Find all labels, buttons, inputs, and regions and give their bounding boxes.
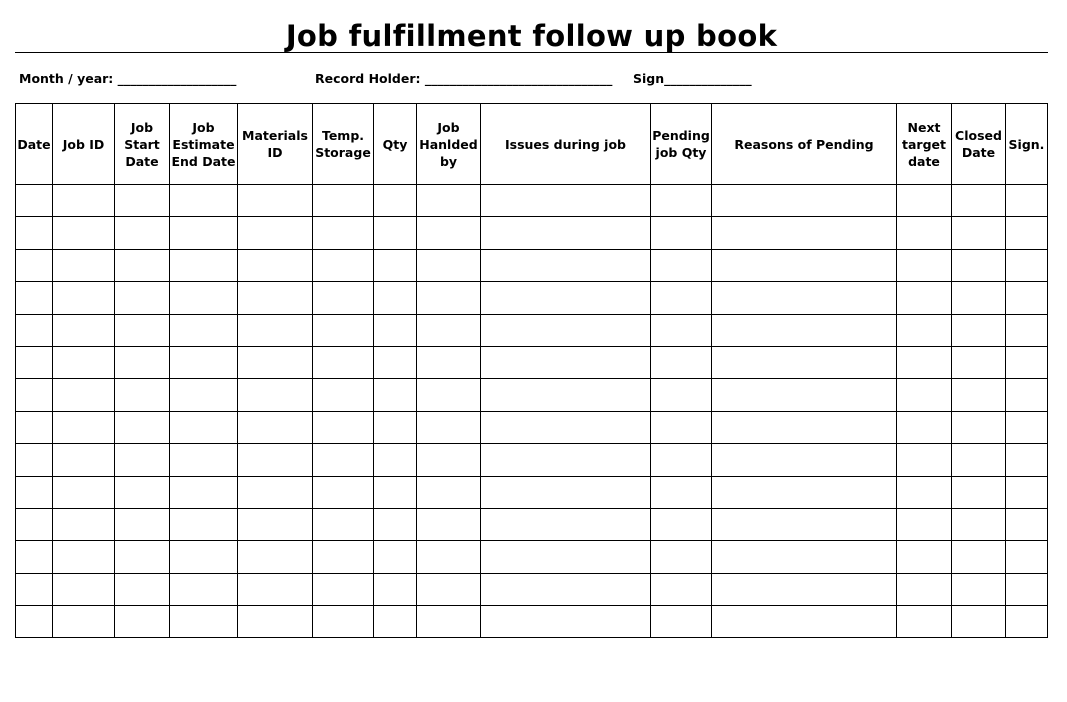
table-cell-job-id	[53, 185, 115, 217]
table-cell-job-id	[53, 606, 115, 638]
table-cell-sign	[1006, 185, 1048, 217]
table-header-row	[16, 104, 1048, 185]
table-cell-temp-storage	[313, 314, 374, 346]
table-cell-job-start-date	[115, 444, 170, 476]
table-cell-issues-during-job	[481, 346, 651, 378]
table-cell-date	[16, 606, 53, 638]
table-row	[16, 606, 1048, 638]
table-cell-job-start-date	[115, 185, 170, 217]
table-row	[16, 476, 1048, 508]
table-cell-job-id	[53, 217, 115, 249]
table-cell-issues-during-job	[481, 476, 651, 508]
table-cell-job-id	[53, 444, 115, 476]
column-header-materials-id: Materials ID	[238, 104, 313, 185]
table-cell-job-id	[53, 476, 115, 508]
column-header-pending-job-qty: Pending job Qty	[651, 104, 712, 185]
table-cell-job-start-date	[115, 411, 170, 443]
table-body	[16, 185, 1048, 638]
table-cell-job-handled-by	[417, 476, 481, 508]
table-cell-sign	[1006, 508, 1048, 540]
table-cell-materials-id	[238, 217, 313, 249]
table-cell-qty	[374, 573, 417, 605]
table-cell-issues-during-job	[481, 444, 651, 476]
table-cell-date	[16, 217, 53, 249]
table-cell-job-handled-by	[417, 217, 481, 249]
table-cell-reasons-of-pending	[712, 379, 897, 411]
table-cell-materials-id	[238, 606, 313, 638]
table-row	[16, 282, 1048, 314]
table-cell-job-estimate-end-date	[170, 217, 238, 249]
table-cell-closed-date	[952, 314, 1006, 346]
table-cell-reasons-of-pending	[712, 444, 897, 476]
table-cell-materials-id	[238, 314, 313, 346]
table-cell-materials-id	[238, 444, 313, 476]
table-cell-closed-date	[952, 606, 1006, 638]
table-cell-closed-date	[952, 476, 1006, 508]
table-cell-temp-storage	[313, 411, 374, 443]
table-cell-reasons-of-pending	[712, 282, 897, 314]
table-cell-job-id	[53, 379, 115, 411]
table-cell-closed-date	[952, 573, 1006, 605]
table-cell-job-handled-by	[417, 411, 481, 443]
record-holder-field: Record Holder: ______________________________	[315, 71, 613, 86]
table-cell-sign	[1006, 249, 1048, 281]
column-header-job-id: Job ID	[53, 104, 115, 185]
table-cell-qty	[374, 314, 417, 346]
column-header-job-handled-by: Job Hanlded by	[417, 104, 481, 185]
table-cell-pending-job-qty	[651, 185, 712, 217]
table-cell-temp-storage	[313, 185, 374, 217]
table-cell-date	[16, 573, 53, 605]
table-cell-job-estimate-end-date	[170, 314, 238, 346]
table-cell-temp-storage	[313, 249, 374, 281]
table-row	[16, 508, 1048, 540]
table-cell-reasons-of-pending	[712, 314, 897, 346]
table-cell-issues-during-job	[481, 411, 651, 443]
job-follow-up-table	[15, 103, 1048, 638]
table-cell-temp-storage	[313, 541, 374, 573]
table-cell-next-target-date	[897, 282, 952, 314]
table-cell-sign	[1006, 444, 1048, 476]
column-header-job-estimate-end-date: Job Estimate End Date	[170, 104, 238, 185]
table-cell-job-handled-by	[417, 249, 481, 281]
table-cell-temp-storage	[313, 444, 374, 476]
table-cell-sign	[1006, 346, 1048, 378]
table-cell-next-target-date	[897, 476, 952, 508]
table-cell-materials-id	[238, 541, 313, 573]
table-cell-job-start-date	[115, 282, 170, 314]
table-cell-temp-storage	[313, 217, 374, 249]
table-cell-job-id	[53, 411, 115, 443]
table-row	[16, 573, 1048, 605]
table-cell-pending-job-qty	[651, 541, 712, 573]
table-cell-job-id	[53, 573, 115, 605]
column-header-issues-during-job: Issues during job	[481, 104, 651, 185]
table-cell-job-start-date	[115, 379, 170, 411]
table-cell-next-target-date	[897, 217, 952, 249]
table-row	[16, 541, 1048, 573]
table-cell-job-estimate-end-date	[170, 249, 238, 281]
table-cell-materials-id	[238, 249, 313, 281]
table-cell-sign	[1006, 314, 1048, 346]
table-cell-job-estimate-end-date	[170, 379, 238, 411]
table-cell-job-handled-by	[417, 606, 481, 638]
table-cell-job-start-date	[115, 217, 170, 249]
table-cell-temp-storage	[313, 346, 374, 378]
table-cell-sign	[1006, 606, 1048, 638]
table-row	[16, 346, 1048, 378]
table-cell-job-handled-by	[417, 185, 481, 217]
table-cell-temp-storage	[313, 606, 374, 638]
column-header-closed-date: Closed Date	[952, 104, 1006, 185]
table-cell-issues-during-job	[481, 314, 651, 346]
month-year-field: Month / year: ___________________	[19, 71, 237, 86]
table-cell-qty	[374, 185, 417, 217]
table-cell-date	[16, 444, 53, 476]
table-cell-job-estimate-end-date	[170, 573, 238, 605]
column-header-temp-storage: Temp. Storage	[313, 104, 374, 185]
table-cell-issues-during-job	[481, 185, 651, 217]
table-cell-next-target-date	[897, 314, 952, 346]
table-cell-date	[16, 314, 53, 346]
table-cell-job-id	[53, 282, 115, 314]
table-cell-sign	[1006, 379, 1048, 411]
table-cell-temp-storage	[313, 573, 374, 605]
table-cell-job-handled-by	[417, 573, 481, 605]
table-cell-job-start-date	[115, 476, 170, 508]
table-row	[16, 444, 1048, 476]
table-cell-sign	[1006, 411, 1048, 443]
table-cell-issues-during-job	[481, 508, 651, 540]
table-cell-job-estimate-end-date	[170, 476, 238, 508]
table-cell-job-handled-by	[417, 508, 481, 540]
column-header-job-start-date: Job Start Date	[115, 104, 170, 185]
table-cell-sign	[1006, 282, 1048, 314]
page-title: Job fulfillment follow up book	[285, 19, 778, 53]
table-cell-qty	[374, 379, 417, 411]
table-cell-issues-during-job	[481, 249, 651, 281]
table-cell-temp-storage	[313, 508, 374, 540]
table-cell-issues-during-job	[481, 573, 651, 605]
table-cell-next-target-date	[897, 379, 952, 411]
column-header-reasons-of-pending: Reasons of Pending	[712, 104, 897, 185]
table-cell-closed-date	[952, 346, 1006, 378]
table-cell-materials-id	[238, 379, 313, 411]
table-cell-reasons-of-pending	[712, 346, 897, 378]
table-row	[16, 185, 1048, 217]
table-cell-issues-during-job	[481, 606, 651, 638]
table-cell-issues-during-job	[481, 217, 651, 249]
table-cell-reasons-of-pending	[712, 606, 897, 638]
table-cell-next-target-date	[897, 541, 952, 573]
table-cell-job-estimate-end-date	[170, 185, 238, 217]
table-cell-qty	[374, 217, 417, 249]
table-cell-pending-job-qty	[651, 444, 712, 476]
table-cell-qty	[374, 282, 417, 314]
table-cell-sign	[1006, 476, 1048, 508]
table-cell-job-estimate-end-date	[170, 606, 238, 638]
table-cell-closed-date	[952, 185, 1006, 217]
table-cell-qty	[374, 606, 417, 638]
table-cell-next-target-date	[897, 606, 952, 638]
table-cell-date	[16, 346, 53, 378]
table-cell-reasons-of-pending	[712, 411, 897, 443]
table-cell-pending-job-qty	[651, 411, 712, 443]
table-cell-job-start-date	[115, 314, 170, 346]
table-cell-date	[16, 282, 53, 314]
table-cell-materials-id	[238, 282, 313, 314]
table-cell-job-start-date	[115, 249, 170, 281]
table-cell-pending-job-qty	[651, 249, 712, 281]
table-cell-job-handled-by	[417, 379, 481, 411]
table-cell-job-start-date	[115, 606, 170, 638]
table-cell-date	[16, 476, 53, 508]
table-cell-next-target-date	[897, 508, 952, 540]
table-cell-closed-date	[952, 379, 1006, 411]
table-cell-job-estimate-end-date	[170, 508, 238, 540]
table-cell-reasons-of-pending	[712, 573, 897, 605]
table-cell-next-target-date	[897, 573, 952, 605]
table-row	[16, 314, 1048, 346]
table-cell-qty	[374, 541, 417, 573]
table-cell-qty	[374, 411, 417, 443]
table-cell-job-estimate-end-date	[170, 282, 238, 314]
table-cell-job-estimate-end-date	[170, 411, 238, 443]
table-row	[16, 249, 1048, 281]
table-cell-job-start-date	[115, 508, 170, 540]
table-cell-date	[16, 411, 53, 443]
table-cell-pending-job-qty	[651, 476, 712, 508]
table-cell-pending-job-qty	[651, 314, 712, 346]
table-cell-next-target-date	[897, 411, 952, 443]
table-cell-closed-date	[952, 411, 1006, 443]
table-cell-reasons-of-pending	[712, 217, 897, 249]
table-cell-closed-date	[952, 444, 1006, 476]
table-cell-temp-storage	[313, 379, 374, 411]
table-cell-pending-job-qty	[651, 282, 712, 314]
table-cell-issues-during-job	[481, 541, 651, 573]
table-cell-pending-job-qty	[651, 573, 712, 605]
column-header-sign: Sign.	[1006, 104, 1048, 185]
table-row	[16, 379, 1048, 411]
table-cell-qty	[374, 508, 417, 540]
table-cell-job-id	[53, 508, 115, 540]
table-cell-job-estimate-end-date	[170, 346, 238, 378]
table-cell-next-target-date	[897, 185, 952, 217]
table-cell-issues-during-job	[481, 379, 651, 411]
table-cell-date	[16, 508, 53, 540]
table-cell-reasons-of-pending	[712, 249, 897, 281]
table-cell-pending-job-qty	[651, 346, 712, 378]
table-cell-next-target-date	[897, 444, 952, 476]
table-cell-materials-id	[238, 411, 313, 443]
table-cell-issues-during-job	[481, 282, 651, 314]
table-cell-job-handled-by	[417, 346, 481, 378]
table-cell-job-estimate-end-date	[170, 541, 238, 573]
table-cell-date	[16, 249, 53, 281]
table-cell-closed-date	[952, 217, 1006, 249]
table-cell-temp-storage	[313, 282, 374, 314]
table-cell-job-handled-by	[417, 314, 481, 346]
table-cell-pending-job-qty	[651, 606, 712, 638]
table-cell-date	[16, 185, 53, 217]
table-cell-job-handled-by	[417, 282, 481, 314]
table-cell-job-start-date	[115, 573, 170, 605]
table-row	[16, 217, 1048, 249]
table-cell-pending-job-qty	[651, 379, 712, 411]
table-cell-pending-job-qty	[651, 508, 712, 540]
table-cell-materials-id	[238, 346, 313, 378]
sign-field: Sign______________	[633, 71, 752, 86]
table-cell-date	[16, 379, 53, 411]
table-cell-job-id	[53, 249, 115, 281]
column-header-qty: Qty	[374, 104, 417, 185]
table-cell-materials-id	[238, 573, 313, 605]
table-cell-pending-job-qty	[651, 217, 712, 249]
table-cell-qty	[374, 476, 417, 508]
table-cell-materials-id	[238, 508, 313, 540]
table-cell-closed-date	[952, 508, 1006, 540]
table-cell-sign	[1006, 217, 1048, 249]
table-cell-job-start-date	[115, 346, 170, 378]
table-cell-sign	[1006, 573, 1048, 605]
table-cell-reasons-of-pending	[712, 185, 897, 217]
table-cell-job-estimate-end-date	[170, 444, 238, 476]
table-cell-temp-storage	[313, 476, 374, 508]
table-cell-next-target-date	[897, 346, 952, 378]
table-cell-materials-id	[238, 476, 313, 508]
table-cell-qty	[374, 346, 417, 378]
table-cell-sign	[1006, 541, 1048, 573]
table-cell-closed-date	[952, 541, 1006, 573]
column-header-date: Date	[16, 104, 53, 185]
table-cell-job-handled-by	[417, 444, 481, 476]
column-header-next-target-date: Next target date	[897, 104, 952, 185]
table-cell-reasons-of-pending	[712, 476, 897, 508]
title-divider	[15, 52, 1048, 53]
table-cell-job-handled-by	[417, 541, 481, 573]
table-cell-job-start-date	[115, 541, 170, 573]
table-cell-job-id	[53, 346, 115, 378]
table-row	[16, 411, 1048, 443]
table-cell-closed-date	[952, 249, 1006, 281]
table-cell-materials-id	[238, 185, 313, 217]
table-cell-job-id	[53, 314, 115, 346]
table-cell-qty	[374, 444, 417, 476]
table-cell-job-id	[53, 541, 115, 573]
table-cell-reasons-of-pending	[712, 508, 897, 540]
table-cell-date	[16, 541, 53, 573]
table-cell-closed-date	[952, 282, 1006, 314]
table-cell-next-target-date	[897, 249, 952, 281]
table-cell-reasons-of-pending	[712, 541, 897, 573]
table-cell-qty	[374, 249, 417, 281]
